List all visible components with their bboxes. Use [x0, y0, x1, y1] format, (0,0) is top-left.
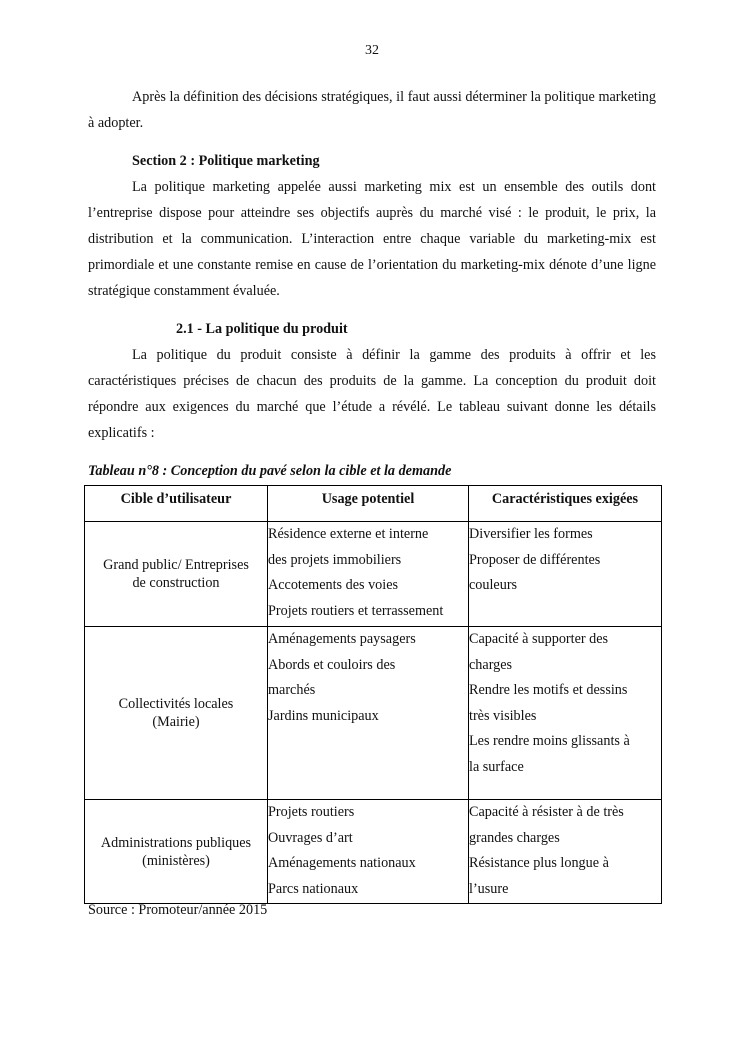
- usage-cell: [268, 627, 469, 800]
- caracteristique-line: Rendre les motifs et dessins: [469, 682, 628, 699]
- column-header-cible: Cible d’utilisateur: [85, 486, 268, 522]
- caracteristique-line: la surface: [469, 758, 524, 775]
- page-number: 32: [365, 43, 379, 58]
- usage-line: Résidence externe et interne: [268, 526, 429, 542]
- table-header-row: [85, 486, 662, 522]
- cible-cell: [85, 522, 268, 627]
- caracteristique-line: Les rendre moins glissants à: [469, 733, 630, 750]
- table-row: [85, 800, 662, 904]
- table-row: [85, 522, 662, 627]
- caracteristiques-cell: [469, 627, 662, 800]
- usage-line: Aménagements paysagers: [268, 631, 416, 647]
- caracteristiques-cell: [469, 800, 662, 904]
- cible-line: Administrations publiques: [100, 834, 252, 851]
- table-caption: Tableau n°8 : Conception du pavé selon la cible et la demande: [88, 463, 452, 479]
- caracteristique-line: Capacité à résister à de très: [469, 804, 624, 820]
- usage-cell: [268, 522, 469, 627]
- cible-line: (Mairie): [152, 714, 200, 730]
- section-paragraph: La politique marketing appelée aussi marketing mix est un ensemble des outils dont l’entreprise dispose pour atteindre ses objectifs auprès du marché visé : le produit, le prix, la distribution et la communication. L’interaction entre chaque variable du marketing-mix est primordiale et une constante remise en cause de l’orientation du marketing-mix dénote d’une ligne stratégique constamment évaluée.: [88, 179, 656, 299]
- usage-line: des projets immobiliers: [268, 551, 402, 568]
- usage-line: Jardins municipaux: [268, 707, 379, 724]
- usage-line: Projets routiers: [268, 804, 355, 820]
- usage-line: marchés: [268, 682, 316, 699]
- cible-line: Collectivités locales: [118, 696, 234, 712]
- product-design-table: [84, 485, 662, 904]
- cible-cell: [85, 800, 268, 904]
- usage-line: Projets routiers et terrassement: [268, 602, 444, 619]
- table-row: [85, 627, 662, 800]
- usage-line: Accotements des voies: [268, 577, 399, 594]
- cible-line: (ministères): [142, 852, 210, 869]
- intro-paragraph: Après la définition des décisions stratégiques, il faut aussi déterminer la politique marketing à adopter.: [88, 89, 656, 131]
- caracteristique-line: couleurs: [469, 577, 518, 594]
- cible-line: Grand public/ Entreprises: [103, 557, 249, 573]
- caracteristique-line: très visibles: [469, 707, 537, 724]
- usage-cell: [268, 800, 469, 904]
- caracteristique-line: charges: [469, 656, 513, 673]
- column-header-caracteristiques: Caractéristiques exigées: [469, 486, 662, 522]
- caracteristiques-cell: [469, 522, 662, 627]
- caracteristique-line: Proposer de différentes: [469, 551, 601, 568]
- usage-line: Ouvrages d’art: [268, 829, 353, 846]
- section-heading: Section 2 : Politique marketing: [132, 153, 320, 169]
- usage-line: Parcs nationaux: [268, 880, 359, 897]
- usage-line: Abords et couloirs des: [268, 656, 396, 673]
- column-header-usage: Usage potentiel: [268, 486, 469, 522]
- subsection-paragraph: La politique du produit consiste à définir la gamme des produits à offrir et les caractéristiques précises de chacun des produits de la gamme. La conception du produit doit répondre aux exigences du marché que l’étude a révélé. Le tableau suivant donne les détails explicatifs :: [88, 347, 656, 441]
- usage-line: Aménagements nationaux: [268, 855, 416, 872]
- caracteristique-line: grandes charges: [469, 829, 560, 846]
- cible-line: de construction: [132, 575, 220, 591]
- caracteristique-line: Résistance plus longue à: [469, 855, 609, 872]
- table-source: Source : Promoteur/année 2015: [88, 902, 268, 918]
- subsection-heading: 2.1 - La politique du produit: [176, 321, 348, 337]
- caracteristique-line: l’usure: [469, 880, 509, 897]
- caracteristique-line: Capacité à supporter des: [469, 631, 609, 647]
- caracteristique-line: Diversifier les formes: [469, 526, 593, 542]
- cible-cell: [85, 627, 268, 800]
